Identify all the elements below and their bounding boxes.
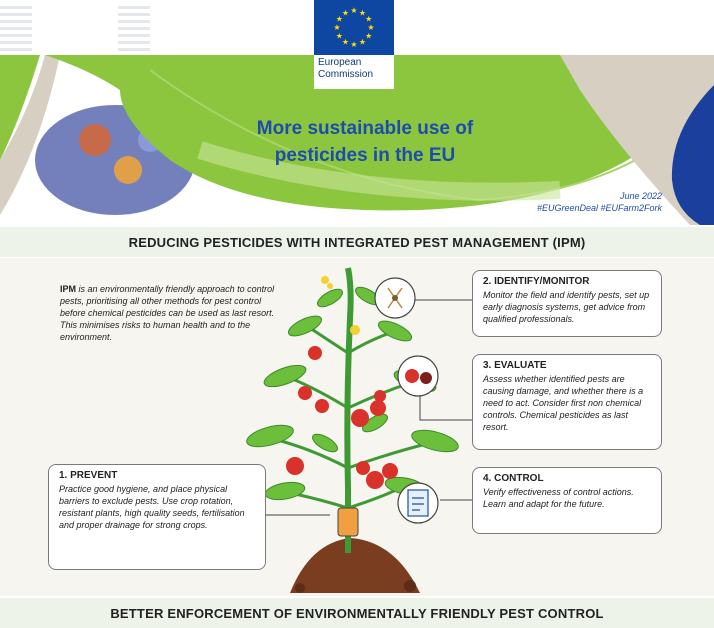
section-heading: BETTER ENFORCEMENT OF ENVIRONMENTALLY FRIENDLY PEST CONTROL [110,605,604,621]
step-text: Monitor the field and identify pests, set up early diagnosis systems, get advice from qualified professionals. [483,290,650,324]
ipm-description: is an environmentally friendly approach to control pests, prioritising all other methods for pest control before chemical pesticides can be used as last resort. This minimises risks to human health and to the environment. [60,284,275,342]
eu-star: ★ [358,37,367,47]
eu-star: ★ [350,40,358,49]
step-evaluate [472,354,662,450]
eu-star: ★ [341,37,350,47]
vegetable-2 [114,156,142,184]
date-block [537,190,662,214]
eu-star: ★ [333,23,341,32]
step-text: Assess whether identified pests are causing damage, and whether there is a need to act. Consider first non chemical controls. Chemical pesticides as last resort. [483,374,644,432]
eu-star: ★ [341,8,350,18]
eu-star: ★ [335,31,343,41]
step-text: Practice good hygiene, and place physical barriers to exclude pests. Use crop rotation, resistant plants, high quality seeds, fertilisation and proper drainage for strong crops. [59,484,245,530]
logo-stripes [0,0,150,55]
eu-star: ★ [365,14,373,24]
step-title: 2. IDENTIFY/MONITOR [483,276,590,287]
eu-flag [314,0,394,55]
stem-sleeve [338,508,358,536]
step-prevent [48,464,266,570]
eu-star: ★ [358,8,367,18]
soil-mound [290,538,420,593]
step-text: Verify effectiveness of control actions. Learn and adapt for the future. [483,487,634,509]
organisation-name: European Commission [318,57,374,80]
publication-date: June 2022 [619,191,662,201]
step-identify-monitor [472,270,662,337]
eu-star: ★ [365,31,373,41]
step-control [472,467,662,534]
title-line-1: More sustainable use of [256,118,474,139]
page-title [200,115,530,169]
eu-stars [314,0,394,55]
step-title: 1. PREVENT [59,470,118,481]
ipm-term: IPM [60,284,77,294]
section-heading-band [0,227,714,257]
section-heading: REDUCING PESTICIDES WITH INTEGRATED PEST MANAGEMENT (IPM) [128,234,586,250]
tomato-plant-illustration [230,258,480,598]
title-line-2: pesticides in the EU [274,145,456,166]
step-title: 3. EVALUATE [483,360,547,371]
eu-star: ★ [335,14,343,24]
hashtags: #EUGreenDeal #EUFarm2Fork [536,203,662,213]
section-heading-band [0,598,714,628]
eu-star: ★ [367,23,375,32]
ec-logo [314,0,394,89]
step-title: 4. CONTROL [483,473,544,484]
eu-star: ★ [350,6,358,15]
vegetable-1 [79,124,111,156]
